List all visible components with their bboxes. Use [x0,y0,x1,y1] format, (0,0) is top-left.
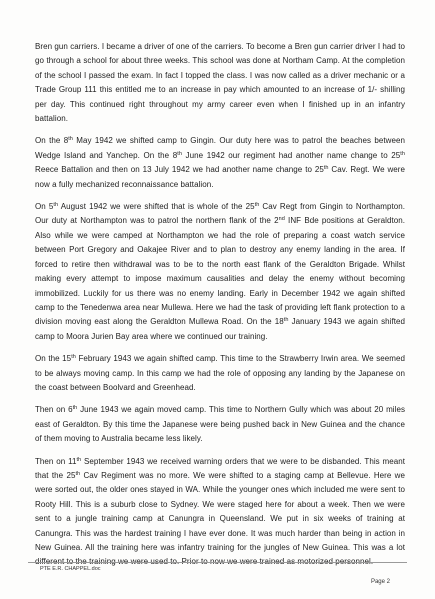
ordinal-suffix: nd [278,216,285,223]
text-run: August 1942 we were shifted that is whole of the 25 [58,202,255,212]
text-run: INF Bde positions at Geraldton. Also while we were camped at Northampton we had the role of preparing a coast watch service between Port Gregory and Oakajee River and to plan to destroy any enemy landing in the area. If forced to retire then withdrawal was to be to the north east flank of the Geraldton Brigade. Whilst making every attempt to impose maximum causalities and delay the enemy without becoming immobilized. Luckily for us there was no enemy landing. Early in December 1942 we again shifted camp to the Tenedenwa area near Mullewa. Here we had the task of providing left flank protection to a division moving east along the Geraldton Mullewa Road. On the 18 [35,216,406,327]
text-run: June 1943 we again moved camp. This time to Northern Gully which was about 20 miles east of Geraldton. By this time the Japanese were being pushed back in New Guinea and the chance of them moving to Australia became less likely. [35,405,406,444]
document-body [35,40,405,578]
text-run: On the 15 [35,354,72,364]
ordinal-suffix: th [72,405,78,412]
ordinal-suffix: th [254,202,260,209]
paragraph [35,40,405,126]
text-run: May 1942 we shifted camp to Gingin. Our duty here was to patrol the beaches between Wedge Island and Yanchep. On the 8 [35,136,405,160]
ordinal-suffix: th [68,136,73,143]
paragraph [35,200,405,344]
text-run: June 1942 our regiment had another name change to 25 [181,150,401,160]
footer-page-number: Page 2 [370,579,390,585]
ordinal-suffix: th [283,317,289,324]
text-run: Then on 11 [35,456,77,466]
text-run: Cav Regt from Gingin to Northampton. Our duty at Northampton was to patrol the northern flank of the 2 [35,202,405,226]
text-run: Then on 6 [35,405,73,415]
text-run: On the 8 [35,136,69,146]
ordinal-suffix: th [400,150,405,157]
text-run: On 5 [35,202,54,212]
text-run: February 1943 we again shifted camp. This time to the Strawberry Irwin area. We seemed to be always moving camp. In this camp we had the role of opposing any landing by the Japanese on the coast between Boolvard and Greenhead. [35,354,405,392]
paragraph [35,134,405,192]
paragraph [35,455,405,570]
ordinal-suffix: th [177,150,182,157]
ordinal-suffix: th [75,470,81,477]
footer-rule [28,562,407,563]
ordinal-suffix: th [71,354,76,361]
text-run: Reece Battalion and then on 13 July 1942 we had another name change to 25 [35,165,324,175]
text-run: January 1943 we again shifted camp to Moora Jurien Bay area where we continued our training. [35,317,405,341]
ordinal-suffix: th [76,456,82,463]
ordinal-suffix: th [323,165,329,172]
ordinal-suffix: th [53,202,59,209]
paragraph [35,352,405,395]
footer-filename: PTE E.R. CHAPPEL.doc [40,566,101,572]
text-run: Cav Regiment was no more. We were shifted to a staging camp at Bellevue. Here we were sorted out, the older ones stayed in WA. While the younger ones which included me were sent to Rooty Hill. This is a suburb close to Sydney. We were staged here for about a week. Then we were sent to a jungle training camp at Canungra in Queensland. We put in six weeks of training at Canungra. This was the hardest training I have ever done. It was much harder than being in action in New Guinea. All the training here was infantry training for the jungles of New Guinea. This was a lot different to the training we were used to. Prior to now we were trained as motorized personnel. [35,470,406,567]
text-run: September 1943 we received warning orders that we were to be disbanded. This meant that the 25 [35,456,405,480]
text-run: Cav. Regt. We were now a fully mechanized reconnaissance battalion. [35,165,405,189]
paragraph [35,403,405,446]
text-run: Bren gun carriers. I became a driver of one of the carriers. To become a Bren gun carrier driver I had to go through a school for about three weeks. This school was done at Northam Camp. At the completion of the school I passed the exam. In fact I topped the class. I was now called as a driver mechanic or a Trade Group 111 this entitled me to an increase in pay which amounted to an increase of 1/- shilling per day. This continued right throughout my army career even when I finished up in an infantry battalion. [35,42,405,124]
